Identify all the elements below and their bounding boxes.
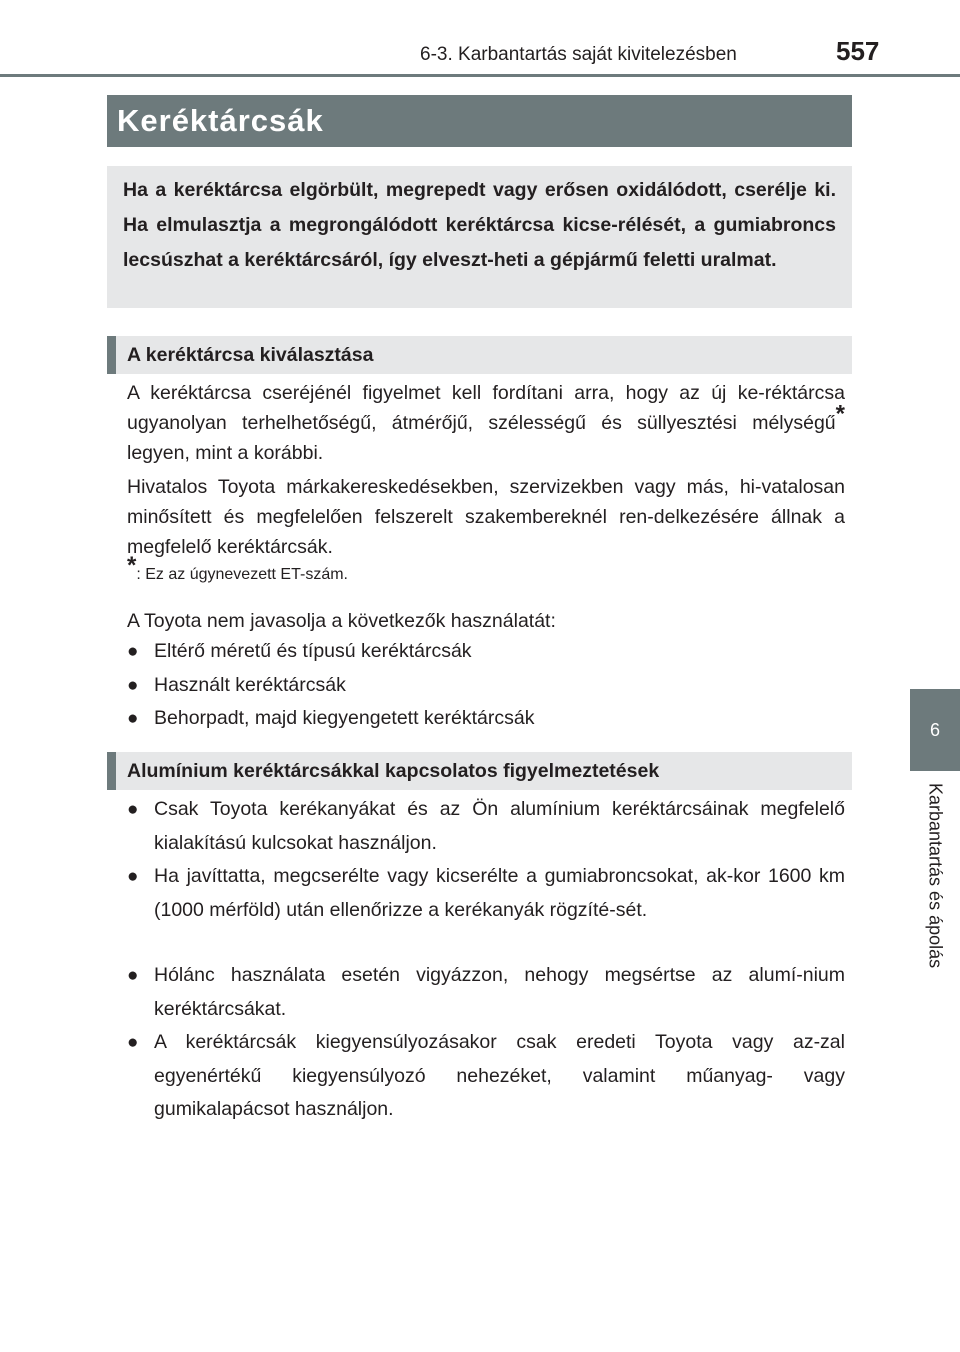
section-heading-selection: A keréktárcsa kiválasztása (107, 336, 852, 374)
warning-box: Ha a keréktárcsa elgörbült, megrepedt vagy erősen oxidálódott, cserélje ki. Ha elmulasztja a megrongálódott keréktárcsa kicse-rélését, a gumiabroncs lecsúszhat a keréktárcsáról, így elveszt-heti a gépjármű feletti uralmat. (107, 166, 852, 308)
chapter-number: 6 (929, 719, 940, 740)
footnote-reference: * (835, 400, 845, 428)
chapter-title: Karbantartás és ápolás (925, 783, 946, 969)
list-item-text: Behorpadt, majd kiegyengetett keréktárcsák (154, 707, 535, 729)
not-recommended-intro: A Toyota nem javasolja a következők használatát: (127, 610, 556, 632)
selection-text-end: legyen, mint a korábbi. (127, 442, 324, 464)
list-item-text: Használt keréktárcsák (154, 674, 346, 696)
list-item-text: Hólánc használata esetén vigyázzon, nehogy megsértse az alumí-nium keréktárcsákat. (154, 964, 845, 1020)
bullet-icon: ● (127, 708, 139, 729)
section-heading-aluminium: Alumínium keréktárcsákkal kapcsolatos figyelmeztetések (107, 752, 852, 790)
list-item (127, 793, 845, 860)
header-rule (0, 74, 960, 77)
bullet-icon: ● (127, 675, 139, 696)
bullet-icon: ● (127, 965, 139, 986)
list-item (127, 702, 845, 736)
bullet-icon: ● (127, 1032, 139, 1053)
list-item-text: Csak Toyota kerékanyákat és az Ön alumínium keréktárcsáinak megfelelő kialakítású kulcsokat használjon. (154, 798, 845, 854)
bullet-icon: ● (127, 641, 139, 662)
list-item-text: A keréktárcsák kiegyensúlyozásakor csak eredeti Toyota vagy az-zal egyenértékű kiegyensúlyozó nehezéket, valamint műanyag- vagy gumikalapácsot használjon. (154, 1031, 845, 1120)
list-item (127, 669, 845, 703)
selection-text: A keréktárcsa cseréjénél figyelmet kell fordítani arra, hogy az új ke-réktárcsa ugyanolyan terhelhetőségű, átmérőjű, szélességű és süllyesztési mélységű (127, 382, 845, 434)
list-item-text: Ha javíttatta, megcserélte vagy kicserélte a gumiabroncsokat, ak-kor 1600 km (1000 mérföld) után ellenőrizze a kerékanyák rögzíté-sét. (154, 865, 845, 921)
list-item (127, 635, 845, 669)
page-title: Keréktárcsák (107, 95, 852, 147)
bullet-icon: ● (127, 866, 139, 887)
page-number: 557 (836, 36, 880, 66)
bullet-icon: ● (127, 799, 139, 820)
footnote (127, 552, 348, 584)
footnote-mark: * (127, 552, 137, 579)
list-item (127, 959, 845, 1026)
list-item-text: Eltérő méretű és típusú keréktárcsák (154, 640, 472, 662)
dealer-paragraph: Hivatalos Toyota márkakereskedésekben, szervizekben vagy más, hi-vatalosan minősített és megfelelően felszerelt szakembereknél ren-delkezésére állnak a megfelelő keréktárcsák. (127, 476, 845, 558)
selection-paragraph (127, 378, 845, 468)
list-item (127, 860, 845, 927)
running-header: 6-3. Karbantartás saját kivitelezésben (420, 44, 737, 65)
footnote-text: : Ez az úgynevezett ET-szám. (136, 566, 348, 583)
chapter-tab[interactable] (910, 689, 960, 771)
list-item (127, 1026, 845, 1127)
